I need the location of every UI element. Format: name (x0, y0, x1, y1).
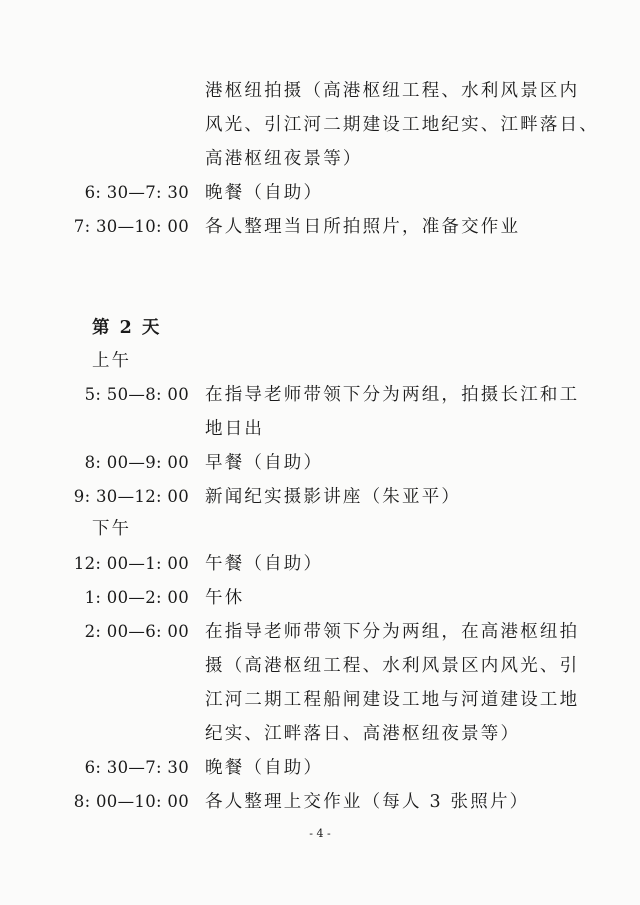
schedule-time: 6: 30—7: 30 (84, 183, 189, 202)
schedule-desc-cont: 江河二期工程船闸建设工地与河道建设工地 (205, 690, 580, 710)
schedule-time: 9: 30—12: 00 (73, 487, 189, 506)
schedule-time: 8: 00—10: 00 (73, 792, 189, 811)
schedule-desc: 午休 (205, 588, 245, 608)
schedule-desc: 晚餐（自助） (205, 183, 324, 203)
schedule-row (0, 378, 640, 412)
continuation-line-3: 高港枢纽夜景等） (205, 149, 363, 169)
schedule-time: 6: 30—7: 30 (84, 758, 189, 777)
schedule-desc-cont: 摄（高港枢纽工程、水利风景区内风光、引 (205, 656, 580, 676)
schedule-row (0, 176, 640, 210)
schedule-time: 1: 00—2: 00 (84, 588, 189, 607)
schedule-row (0, 547, 640, 581)
schedule-desc-cont: 地日出 (205, 419, 265, 439)
schedule-row (0, 615, 640, 649)
schedule-time: 8: 00—9: 00 (84, 453, 189, 472)
schedule-row (0, 751, 640, 785)
afternoon-label: 下午 (92, 519, 131, 539)
schedule-desc: 各人整理当日所拍照片，准备交作业 (205, 217, 521, 237)
continuation-line-2: 风光、引江河二期建设工地纪实、江畔落日、 (205, 115, 599, 135)
schedule-desc: 在指导老师带领下分为两组，在高港枢纽拍 (205, 622, 580, 642)
schedule-time: 2: 00—6: 00 (84, 622, 189, 641)
schedule-time: 7: 30—10: 00 (73, 217, 189, 236)
schedule-row (0, 785, 640, 819)
schedule-desc: 新闻纪实摄影讲座（朱亚平） (205, 487, 462, 507)
morning-label: 上午 (92, 351, 131, 371)
schedule-desc-cont: 纪实、江畔落日、高港枢纽夜景等） (205, 724, 521, 744)
schedule-row (0, 480, 640, 514)
schedule-time: 5: 50—8: 00 (84, 385, 189, 404)
schedule-desc: 在指导老师带领下分为两组，拍摄长江和工 (205, 385, 580, 405)
schedule-row (0, 581, 640, 615)
continuation-line-1: 港枢纽拍摄（高港枢纽工程、水利风景区内 (205, 81, 580, 101)
day-heading: 第 2 天 (92, 318, 162, 338)
schedule-row (0, 210, 640, 244)
schedule-desc: 晚餐（自助） (205, 758, 324, 778)
schedule-desc: 午餐（自助） (205, 554, 324, 574)
schedule-row (0, 446, 640, 480)
schedule-desc: 早餐（自助） (205, 453, 324, 473)
page-number: - 4 - (309, 827, 331, 840)
schedule-time: 12: 00—1: 00 (73, 554, 189, 573)
schedule-desc: 各人整理上交作业（每人 3 张照片） (205, 792, 530, 812)
